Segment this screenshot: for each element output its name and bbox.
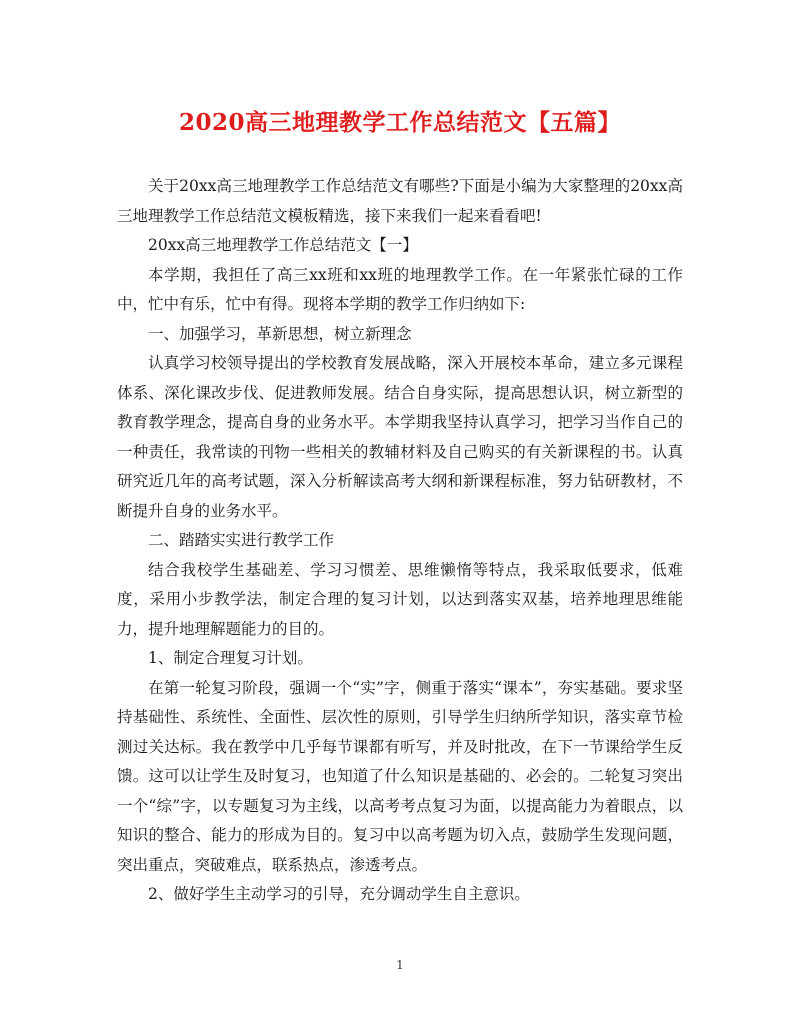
item-student-guidance: 2、做好学生主动学习的引导，充分调动学生自主意识。: [148, 885, 530, 903]
review-paragraph: 在第一轮复习阶段，强调一个“实”字，侧重于落实“课本”，夯实基础。要求坚持基础性、系统性、全面性、层次性的原则，引导学生归纳所学知识，落实章节检测过关达标。我在教学中几乎每节课都有听写，并及时批改，在下一节课给学生反馈。这可以让学生及时复习，也知道了什么知识是基础的、必会的。二轮复习突出一个“综”字，以专题复习为主线，以高考考点复习为面，以提高能力为着眼点，以知识的整合、能力的形成为目的。复习中以高考题为切入点，鼓励学生发现问题，突出重点，突破难点，联系热点，渗透考点。: [117, 678, 683, 874]
page-number: 1: [396, 958, 404, 972]
teaching-paragraph: 结合我校学生基础差、学习习惯差、思维懒惰等特点，我采取低要求，低难度，采用小步教学法，制定合理的复习计划，以达到落实双基，培养地理思维能力，提升地理解题能力的目的。: [117, 560, 683, 638]
section-heading-one: 20xx高三地理教学工作总结范文【一】: [148, 236, 418, 254]
intro-paragraph: 关于20xx高三地理教学工作总结范文有哪些?下面是小编为大家整理的20xx高三地理教学工作总结范文模板精选，接下来我们一起来看看吧!: [117, 177, 683, 225]
study-paragraph: 认真学习校领导提出的学校教育发展战略，深入开展校本革命，建立多元课程体系、深化课改步伐、促进教师发展。结合自身实际，提高思想认识，树立新型的教育教学理念，提高自身的业务水平。本学期我坚持认真学习，把学习当作自己的一种责任，我常读的刊物一些相关的教辅材料及自己购买的有关新课程的书。认真研究近几年的高考试题，深入分析解读高考大纲和新课程标准，努力钻研教材，不断提升自身的业务水平。: [117, 354, 683, 520]
item-review-plan: 1、制定合理复习计划。: [148, 649, 313, 667]
subheading-teaching: 二、踏踏实实进行教学工作: [148, 531, 335, 549]
document-title: 2020高三地理教学工作总结范文【五篇】: [178, 109, 621, 136]
document-body: [117, 172, 683, 910]
opening-paragraph: 本学期，我担任了高三xx班和xx班的地理教学工作。在一年紧张忙碌的工作中，忙中有乐，忙中有得。现将本学期的教学工作归纳如下:: [117, 265, 683, 313]
subheading-study: 一、加强学习，革新思想，树立新理念: [148, 324, 412, 343]
